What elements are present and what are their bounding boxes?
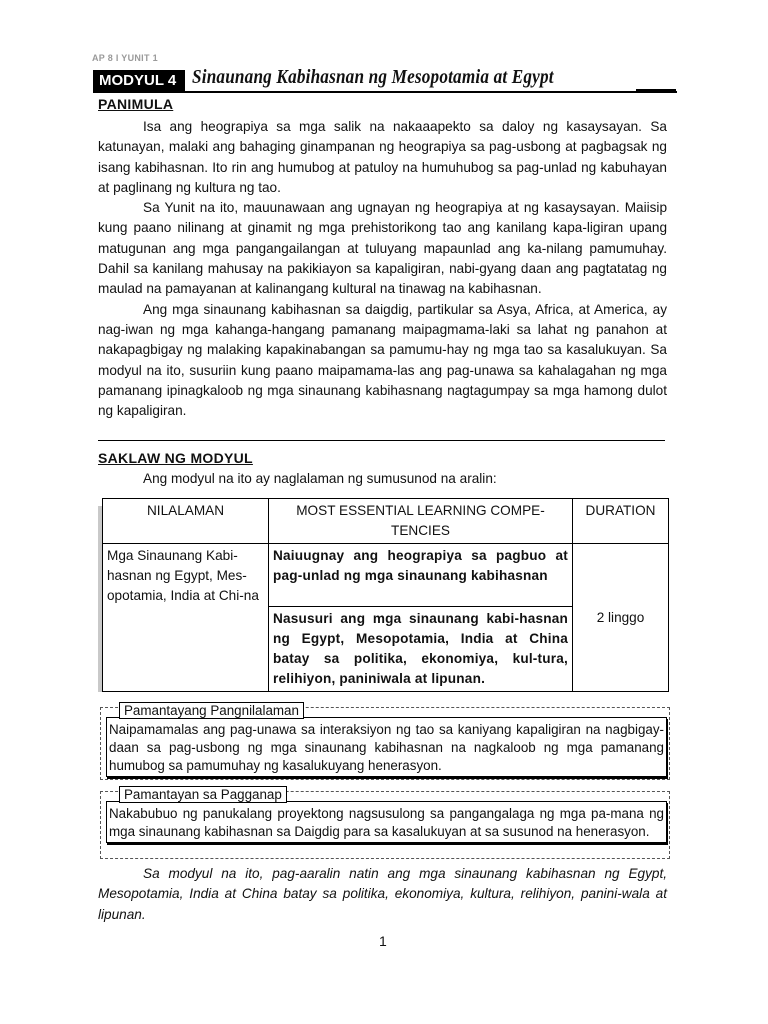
competency-table (102, 498, 669, 692)
section-divider (98, 440, 665, 441)
module-title: Sinaunang Kabihasnan ng Mesopotamia at Egypt (192, 66, 554, 88)
competency-cell-2: Nasusuri ang mga sinaunang kabi-hasnan ng Egypt, Mesopotamia, India at China batay sa politika, ekonomiya, kul-tura, relihiyon, paniniwala at lipunan. (269, 607, 573, 692)
table-header-row (103, 499, 669, 544)
duration-value: 2 linggo (596, 609, 645, 625)
duration-cell (573, 544, 669, 692)
intro-paragraph-3: Ang mga sinaunang kabihasnan sa daigdig, partikular sa Asya, Africa, at America, ay nag-iwan ng mga kahanga-hangang pamanang maipagmama-laki sa lahat ng panahon at nakapagbigay ng malaking kapakinabangan sa pamumu-hay ng mga tao sa kasalukuyan. Sa modyul na ito, susuriin kung paano maipamama-las ang pag-unawa sa kahalagahan ng mga pamanang ipinagkaloob ng mga sinaunang kabihasnang nagtagumpay sa mga hamong dulot ng kapaligiran. (98, 301, 667, 419)
content-standard-text: Naipamamalas ang pag-unawa sa interaksiyon ng tao sa kaniyang kapaligiran na nagbigay-daan sa pag-usbong ng mga sinaunang kabihasnan na nagkaloob ng mga pamanang humubog sa pamumuhay ng kasalukuyang henerasyon. (109, 722, 664, 773)
page-number: 1 (379, 933, 387, 949)
header-rule-tail (636, 89, 676, 91)
performance-standard-label: Pamantayan sa Pagganap (119, 786, 287, 803)
performance-standard-body (106, 801, 667, 843)
module-badge: MODYUL 4 (93, 70, 185, 92)
unit-tag: AP 8 I YUNIT 1 (92, 53, 158, 63)
content-standard-label: Pamantayang Pangnilalaman (119, 702, 304, 719)
intro-paragraph-2: Sa Yunit na ito, mauunawaan ang ugnayan ng heograpiya at ng kasaysayan. Maiisip kung paano nilinang at ginamit ng mga prehistorikong tao ang kanilang kapa-ligiran upang matugunan ang mga pangangailangan at tuluyang mapaunlad ang ka-nilang pamumuhay. Dahil sa kanilang mahusay na pakikiayon sa kapaligiran, nabi-gyang daan ang pagtatatag ng maulad na pamayanan at kalinangang kultural na tinawag na kabihasnan. (98, 200, 667, 297)
table-row (103, 544, 669, 607)
header-rule (93, 91, 677, 93)
content-cell: Mga Sinaunang Kabi-hasnan ng Egypt, Mes-opotamia, India at Chi-na (103, 544, 269, 692)
content-standard-box (100, 703, 670, 780)
performance-standard-box (100, 787, 670, 859)
panimula-heading: PANIMULA (98, 96, 174, 112)
conclusion-paragraph: Sa modyul na ito, pag-aaralin natin ang mga sinaunang kabihasnan ng Egypt, Mesopotamia, India at China batay sa politika, ekonomiya, kultura, relihiyon, panini-wala at lipunan. (98, 866, 667, 922)
header-competencies: MOST ESSENTIAL LEARNING COMPE-TENCIES (269, 499, 573, 544)
saklaw-intro: Ang modyul na ito ay naglalaman ng sumusunod na aralin: (143, 471, 497, 486)
performance-standard-text: Nakabubuo ng panukalang proyektong nagsusulong sa pangangalaga ng mga pa-mana ng mga sinaunang kabihasnan sa Daigdig para sa kasalukuyan at sa susunod na henerasyon. (109, 806, 664, 839)
intro-section (98, 117, 667, 421)
header-duration: DURATION (573, 499, 669, 544)
header-nilalaman: NILALAMAN (103, 499, 269, 544)
content-standard-body (106, 717, 667, 777)
saklaw-heading: SAKLAW NG MODYUL (98, 450, 253, 466)
competency-cell-1: Naiuugnay ang heograpiya sa pagbuo at pag-unlad ng mga sinaunang kabihasnan (269, 544, 573, 607)
intro-paragraph-1: Isa ang heograpiya sa mga salik na nakaaapekto sa daloy ng kasaysayan. Sa katunayan, malaki ang bahaging ginampanan ng heograpiya sa pag-usbong at pagbagsak ng isang kabihasnan. Ito rin ang humubog at patuloy na humuhubog sa pag-unlad ng kabuhayan at paglinang ng kultura ng tao. (98, 119, 667, 195)
